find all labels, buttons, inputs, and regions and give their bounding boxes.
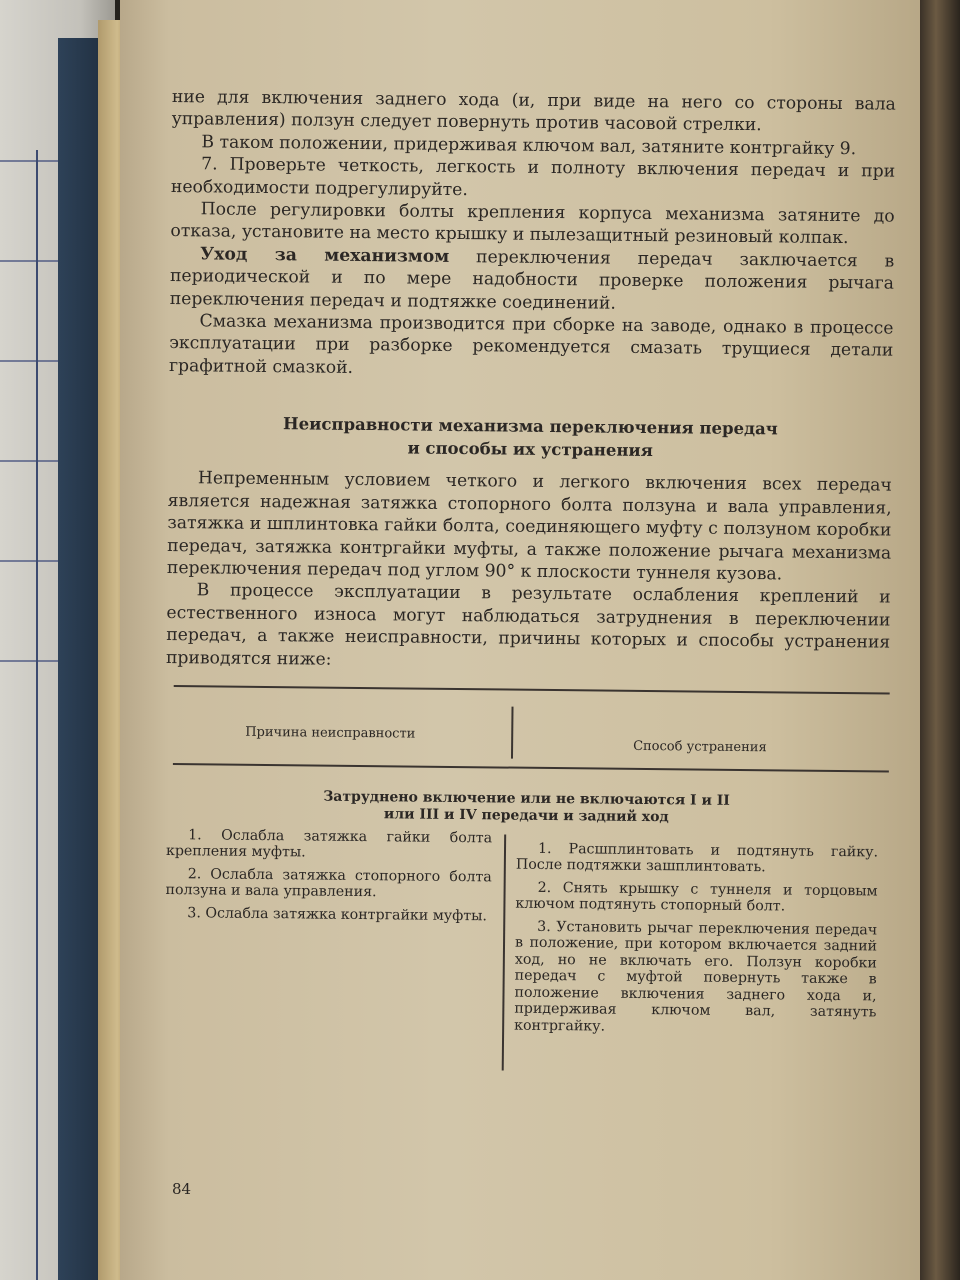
remedy-item: 2. Снять крышку с туннеля и торцовым ключом подтянуть стопорный болт. — [515, 879, 878, 915]
paragraph-text: переключения передач заключается в периодической и по мере надобности проверке положения рычага переключения передач и подтяжке соединений. — [169, 246, 895, 314]
group-heading-line1: Затруднено включение или не включаются I и II — [323, 788, 730, 809]
paragraph: Смазка механизма производится при сборке на заводе, однако в процессе эксплуатации при разборке рекомендуется смазать трущиеся детали графитной смазкой. — [168, 311, 894, 378]
cause-item: 3. Ослабла затяжка контргайки муфты. — [187, 905, 488, 925]
table-body-divider — [502, 834, 506, 1070]
remedy-item: 3. Установить рычаг переключения передач в положение, при котором включается задний ход, но не включать его. Ползун коробки передач с муфтой повернуть также в положение включения заднего хода и, придерживая ключом вал, затянуть контргайку. — [514, 918, 878, 1035]
table-rule-bottom — [173, 763, 889, 772]
group-heading-line2: или III и IV передачи и задний ход — [383, 806, 669, 826]
paragraph: После регулировки болты крепления корпуса механизма затяните до отказа, установите на место крышку и пылезащитный резиновый колпак. — [170, 199, 895, 249]
paragraph: В процессе эксплуатации в результате ослабления креплений и естественного износа могут наблюдаться затруднения в переключении передач, а также неисправности, причины которых и способы устранения приводятся ниже: — [165, 580, 891, 670]
page-number: 84 — [172, 1180, 192, 1198]
table-group-heading — [164, 787, 888, 829]
table-rule-top — [174, 685, 890, 694]
section-heading — [168, 411, 892, 465]
column-header-cause: Причина неисправности — [245, 724, 416, 742]
paragraph: Непременным условием четкого и легкого включения всех передач является надежная затяжка стопорного болта ползуна и вала управления, затяжка и шплинтовка гайки болта, соединяющего муфту с ползуном коробки передач, затяжка контргайки муфты, а также положение рычага механизма переключения передач под углом 90° к плоскости туннеля кузова. — [166, 468, 892, 585]
section-heading-line1: Неисправности механизма переключения передач — [282, 414, 778, 439]
paragraph: 7. Проверьте четкость, легкость и полноту включения передач и при необходимости подрегулируйте. — [170, 154, 896, 200]
section-heading-line2: и способы их устранения — [407, 438, 654, 461]
table-column-divider — [511, 707, 513, 759]
bold-lead: Уход за механизмом — [200, 244, 450, 267]
paragraph: В таком положении, придерживая ключом вал, затяните контргайку 9. — [201, 132, 857, 159]
sheet-vertical-line — [36, 150, 38, 1280]
remedy-item: 1. Расшплинтовать и подтянуть гайку. После подтяжки зашплинтовать. — [515, 840, 879, 876]
paragraph — [170, 243, 895, 318]
cause-item: 1. Ослабла затяжка гайки болта крепления муфты. — [165, 827, 493, 861]
remedies-column — [514, 841, 878, 1044]
next-page-edge — [920, 0, 960, 1280]
cause-item: 2. Ослабла затяжка стопорного болта ползуна и вала управления. — [165, 866, 492, 901]
table-header — [165, 685, 890, 777]
column-header-remedy: Способ устранения — [633, 738, 767, 756]
paragraph: ние для включения заднего хода (и, при виде на него со стороны вала управления) ползун следует повернуть против часовой стрелки. — [171, 86, 896, 136]
page-content — [162, 86, 896, 1074]
causes-column — [165, 827, 492, 931]
table-body — [162, 827, 888, 1075]
